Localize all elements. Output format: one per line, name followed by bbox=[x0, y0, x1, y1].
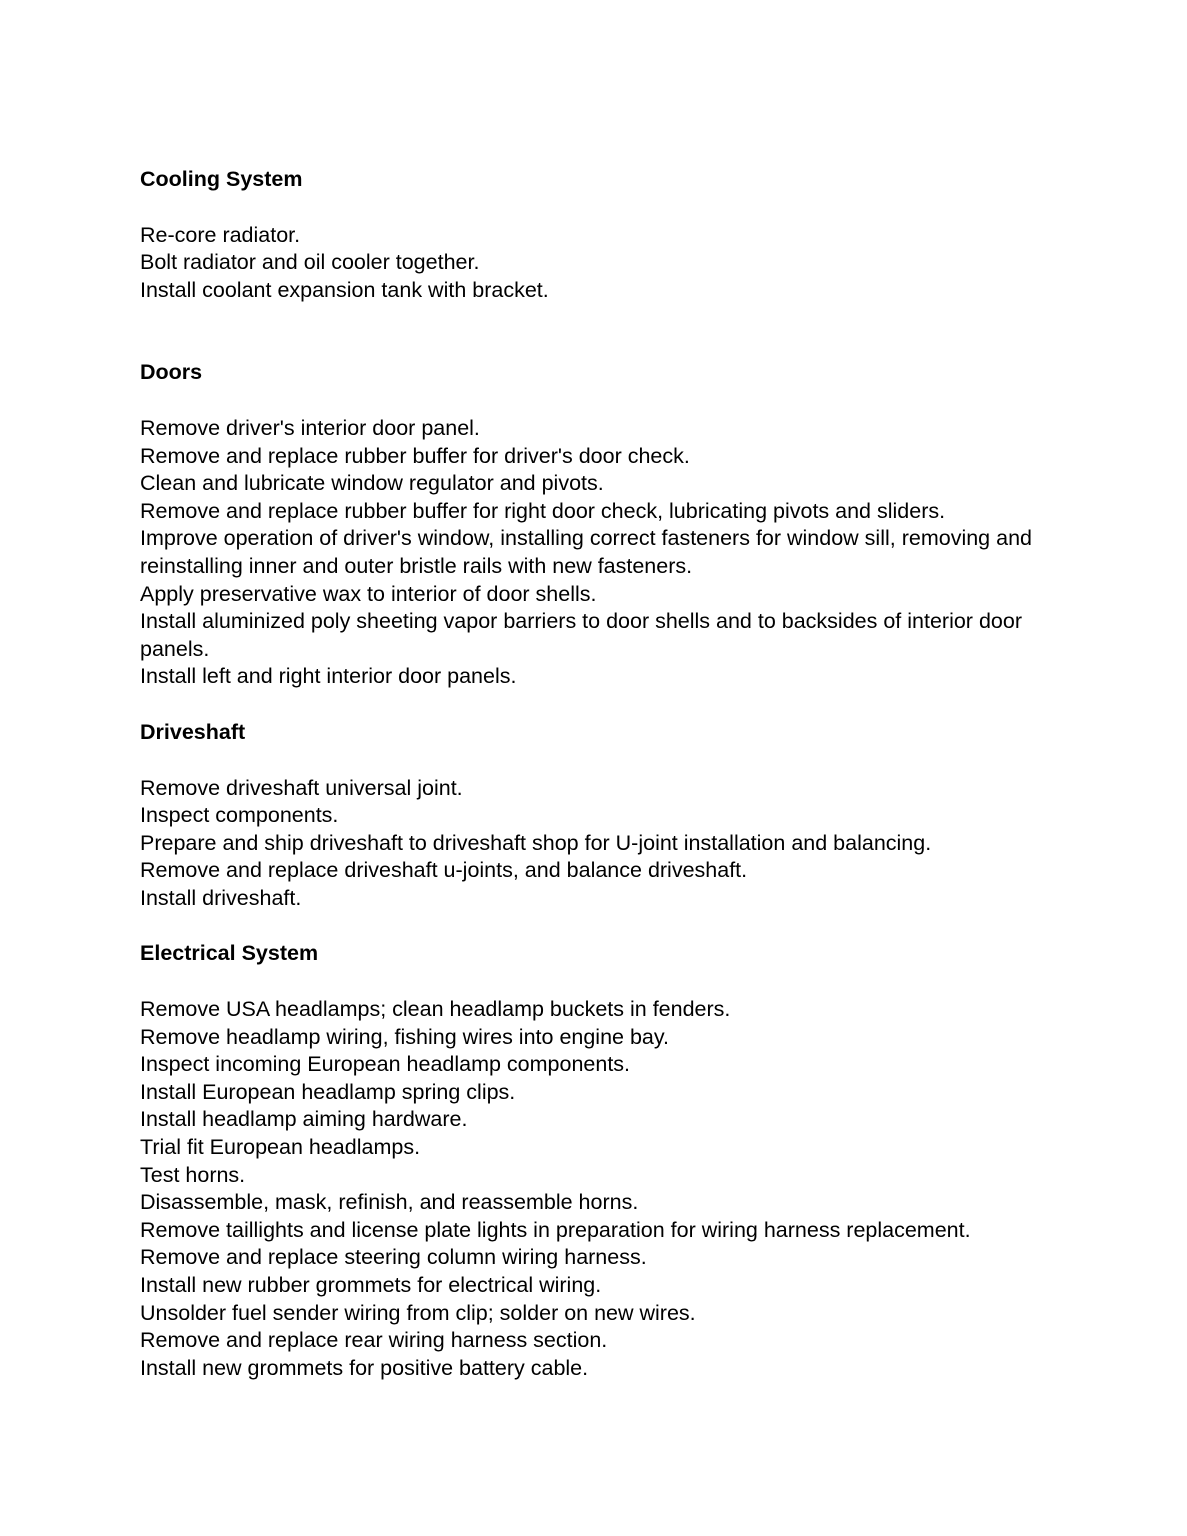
section-doors bbox=[140, 359, 1060, 691]
list-item: Remove and replace rubber buffer for right door check, lubricating pivots and sliders. bbox=[140, 498, 946, 523]
section-driveshaft bbox=[140, 719, 1060, 913]
section-cooling-system bbox=[140, 166, 1060, 304]
section-heading: Driveshaft bbox=[140, 719, 246, 744]
list-item: Install new rubber grommets for electrical wiring. bbox=[140, 1273, 602, 1297]
section-heading: Doors bbox=[140, 360, 203, 385]
list-item: Remove driver's interior door panel. bbox=[140, 415, 480, 440]
list-item: Improve operation of driver's window, installing correct fasteners for window sill, removing and reinstalling inner and outer bristle rails with new fasteners. bbox=[140, 526, 1032, 578]
list-item: Clean and lubricate window regulator and pivots. bbox=[140, 471, 604, 496]
section-items bbox=[140, 222, 1060, 305]
list-item: Remove and replace rubber buffer for driver's door check. bbox=[140, 443, 690, 468]
list-item: Remove and replace driveshaft u-joints, and balance driveshaft. bbox=[140, 858, 748, 883]
list-item: Remove USA headlamps; clean headlamp buckets in fenders. bbox=[140, 997, 731, 1022]
list-item: Unsolder fuel sender wiring from clip; solder on new wires. bbox=[140, 1300, 696, 1325]
list-item: Inspect components. bbox=[140, 803, 339, 828]
list-item: Install European headlamp spring clips. bbox=[140, 1079, 516, 1104]
list-item: Install coolant expansion tank with bracket. bbox=[140, 277, 549, 302]
list-item: Install driveshaft. bbox=[140, 885, 302, 910]
list-item: Install headlamp aiming hardware. bbox=[140, 1107, 468, 1132]
list-item: Install new grommets for positive battery cable. bbox=[140, 1355, 589, 1380]
list-item: Test horns. bbox=[140, 1162, 246, 1187]
list-item: Install left and right interior door panels. bbox=[140, 664, 517, 689]
list-item: Inspect incoming European headlamp components. bbox=[140, 1052, 631, 1077]
list-item: Remove headlamp wiring, fishing wires into engine bay. bbox=[140, 1024, 670, 1049]
list-item: Re-core radiator. bbox=[140, 222, 301, 247]
list-item: Remove taillights and license plate lights in preparation for wiring harness replacement. bbox=[140, 1217, 971, 1242]
document-body bbox=[140, 166, 1060, 1382]
section-items bbox=[140, 996, 1060, 1382]
list-item: Prepare and ship driveshaft to driveshaft shop for U-joint installation and balancing. bbox=[140, 830, 932, 855]
list-item: Bolt radiator and oil cooler together. bbox=[140, 250, 480, 275]
list-item: Disassemble, mask, refinish, and reassemble horns. bbox=[140, 1190, 639, 1215]
list-item: Remove and replace rear wiring harness section. bbox=[140, 1328, 608, 1353]
list-item: Remove driveshaft universal joint. bbox=[140, 775, 463, 800]
section-items bbox=[140, 775, 1060, 913]
section-items bbox=[140, 415, 1060, 691]
section-heading: Electrical System bbox=[140, 941, 319, 966]
list-item: Apply preservative wax to interior of door shells. bbox=[140, 581, 597, 606]
list-item: Trial fit European headlamps. bbox=[140, 1135, 421, 1160]
list-item: Install aluminized poly sheeting vapor barriers to door shells and to backsides of interior door panels. bbox=[140, 609, 1022, 661]
section-electrical-system bbox=[140, 940, 1060, 1382]
section-heading: Cooling System bbox=[140, 167, 303, 191]
list-item: Remove and replace steering column wiring harness. bbox=[140, 1245, 647, 1270]
